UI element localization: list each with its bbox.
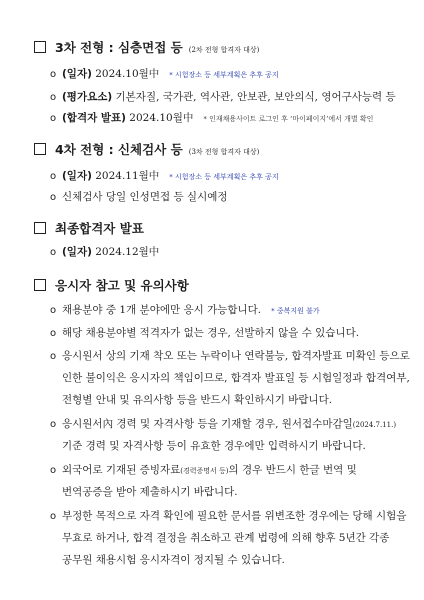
section-subtitle: (2차 전형 합격자 대상) — [188, 46, 260, 54]
bullet-icon: o — [50, 192, 57, 203]
note: * 시험장소 등 세부계획은 추후 공지 — [169, 71, 279, 79]
checkbox-square-icon — [34, 143, 46, 155]
list-item: o (합격자 발표) 2024.10월中 * 인재채용사이트 로그인 후 ‘마이페이지’에서 개별 확인 — [50, 112, 374, 124]
list-item-continuation: 인한 불이익은 응시자의 책임이므로, 합격자 발표일 등 시험일정과 합격여부, — [62, 372, 410, 384]
note: * 중복지원 불가 — [271, 307, 320, 315]
list-item: o 신체검사 당일 인성면접 등 실시예정 — [50, 191, 228, 203]
section-title: 3차 전형 : 심층면접 등 — [55, 40, 183, 55]
list-item: o (일자) 2024.10월中 * 시험장소 등 세부계획은 추후 공지 — [50, 68, 279, 80]
list-item-continuation: 번역공증을 받아 제출하시기 바랍니다. — [62, 486, 238, 498]
bullet-icon: o — [50, 511, 57, 522]
bullet-icon: o — [50, 92, 57, 103]
list-item: o 채용분야 중 1개 분야에만 응시 가능합니다. * 중복지원 불가 — [50, 304, 320, 316]
bullet-icon: o — [50, 465, 57, 476]
bullet-icon: o — [50, 113, 57, 124]
section-subtitle: (3차 전형 합격자 대상) — [188, 148, 260, 156]
bullet-icon: o — [50, 351, 57, 362]
section-title: 최종합격자 발표 — [55, 221, 144, 236]
list-item: o 해당 채용분야별 적격자가 없는 경우, 선발하지 않을 수 있습니다. — [50, 327, 360, 339]
section-3rd-heading — [34, 38, 259, 56]
bullet-icon: o — [50, 171, 57, 182]
checkbox-square-icon — [34, 279, 46, 291]
list-item: o (평가요소) 기본자질, 국가관, 역사관, 안보관, 보안의식, 영어구사능력 등 — [50, 91, 396, 103]
list-item: o (일자) 2024.11월中 * 시험장소 등 세부계획은 추후 공지 — [50, 170, 279, 182]
bullet-icon: o — [50, 419, 57, 430]
list-item-continuation: 전형별 안내 및 유의사항 등을 반드시 확인하시기 바랍니다. — [62, 394, 333, 406]
section-title: 응시자 참고 및 유의사항 — [55, 278, 189, 293]
bullet-icon: o — [50, 69, 57, 80]
list-item: o 외국어로 기재된 증빙자료(경력증명서 등)의 경우 반드시 한글 번역 및 — [50, 464, 357, 476]
checkbox-square-icon — [34, 222, 46, 234]
list-item: o 부정한 목적으로 자격 확인에 필요한 문서를 위변조한 경우에는 당해 시험을 — [50, 510, 407, 522]
checkbox-square-icon — [34, 41, 46, 53]
bullet-icon: o — [50, 247, 57, 258]
list-item: o 응시원서 상의 기재 착오 또는 누락이나 연락불능, 합격자발표 미확인 등으로 — [50, 350, 410, 362]
note: * 시험장소 등 세부계획은 추후 공지 — [169, 173, 279, 181]
notice-heading — [34, 276, 189, 294]
section-4th-heading — [34, 140, 259, 158]
list-item: o 응시원서內 경력 및 자격사항 등을 기재할 경우, 원서접수마감일(2024.7.11.) — [50, 418, 397, 430]
bullet-icon: o — [50, 305, 57, 316]
list-item-continuation: 공무원 채용시험 응시자격이 정지될 수 있습니다. — [62, 554, 285, 566]
list-item: o (일자) 2024.12월中 — [50, 246, 160, 258]
section-title: 4차 전형 : 신체검사 등 — [55, 142, 183, 157]
final-result-heading — [34, 219, 144, 237]
bullet-icon: o — [50, 328, 57, 339]
list-item-continuation: 기준 경력 및 자격사항 등이 유효한 경우에만 입력하시기 바랍니다. — [62, 440, 366, 452]
list-item-continuation: 무효로 하거나, 합격 결정을 취소하고 관계 법령에 의해 향후 5년간 각종 — [62, 532, 390, 544]
note: * 인재채용사이트 로그인 후 ‘마이페이지’에서 개별 확인 — [203, 115, 374, 123]
